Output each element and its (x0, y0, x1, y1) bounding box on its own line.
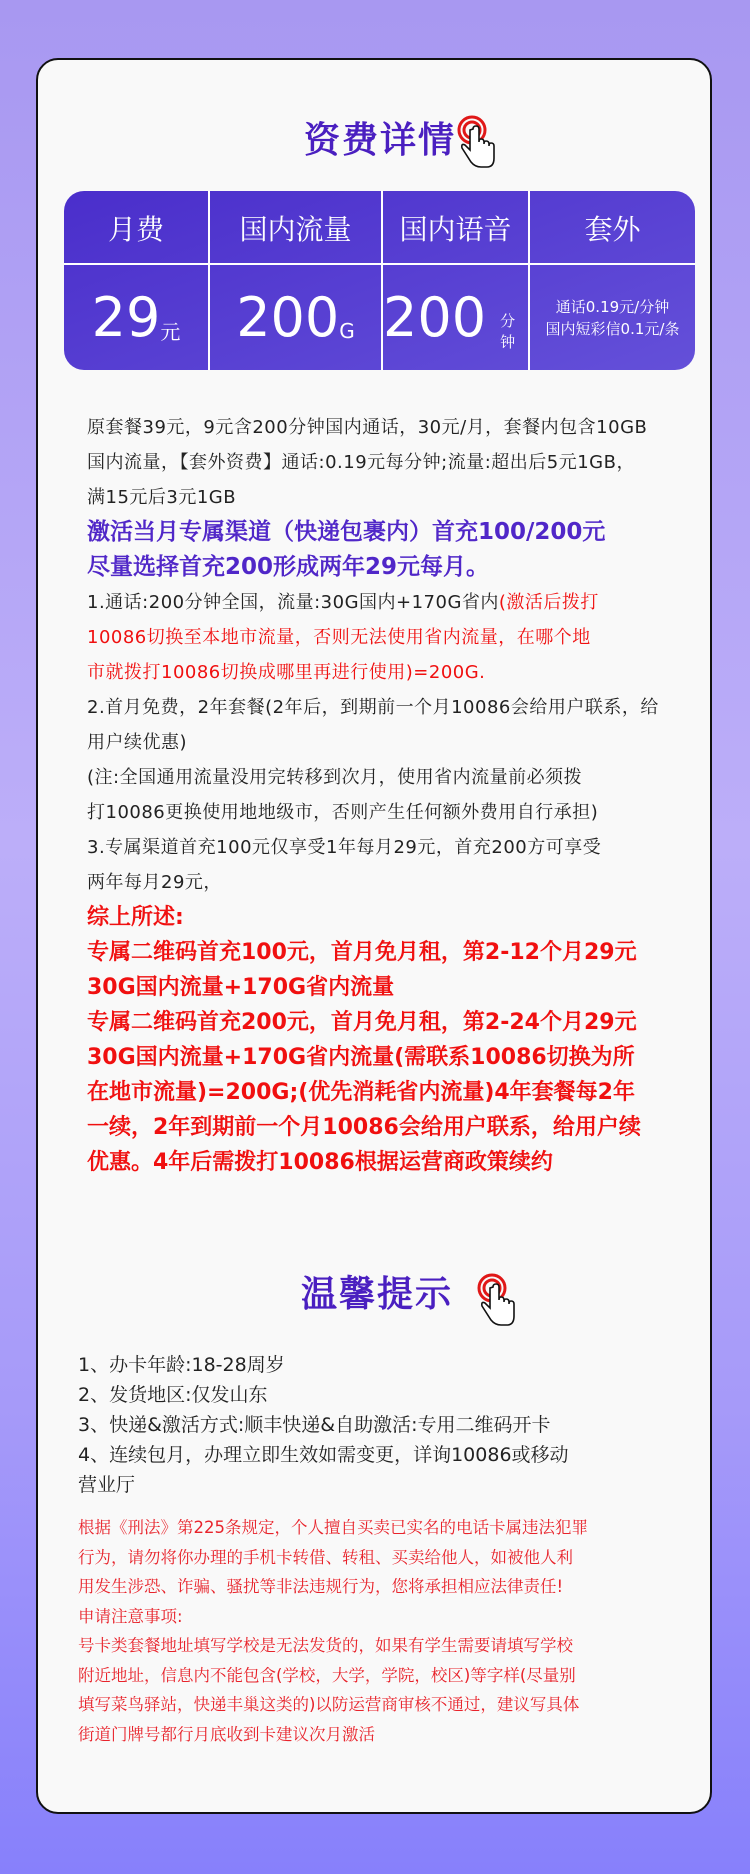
tip-item: 4、连续包月，办理立即生效如需变更，详询10086或移动 (78, 1444, 569, 1466)
plan-card (36, 58, 712, 1814)
text-line: 国内流量，【套外资费】通话:0.19元每分钟;流量:超出后5元1GB， (87, 452, 635, 473)
fee-table (64, 191, 695, 370)
summary-heading: 综上所述: (87, 905, 184, 930)
text-line: 2.首月免费，2年套餐(2年后，到期前一个月10086会给用户联系，给 (87, 697, 659, 718)
text-line: 申请注意事项: (78, 1606, 183, 1626)
text-line: 优惠。4年后需拨打10086根据运营商政策续约 (87, 1150, 553, 1175)
text-line: 市就拨打10086切换成哪里再进行使用)=200G. (87, 662, 486, 683)
text-line: 国内短彩信0.1元/条 (545, 319, 680, 338)
text-line: G (339, 318, 355, 343)
text-line: 号卡类套餐地址填写学校是无法发货的，如果有学生需要请填写学校 (78, 1636, 573, 1655)
text-line: 根据《刑法》第225条规定，个人擅自买卖已实名的电话卡属违法犯罪 (78, 1518, 588, 1537)
fee-details-title: 资费详情 (304, 120, 457, 161)
text-line: 两年每月29元， (87, 872, 222, 893)
tip-item: 1、办卡年龄:18-28周岁 (78, 1354, 285, 1376)
text-line: 专属二维码首充100元，首月免月租，第2-12个月29元 (87, 940, 637, 965)
header-domestic-data: 国内流量 (239, 212, 352, 246)
text-line: 用户续优惠) (87, 732, 188, 753)
text-line: 分钟 (500, 311, 516, 351)
text-line: 200 (383, 286, 487, 349)
text-line: 30G国内流量+170G省内流量(需联系10086切换为所 (87, 1045, 635, 1070)
tip-item: 3、快递&激活方式:顺丰快递&自助激活:专用二维码开卡 (78, 1414, 551, 1436)
text-line: 通话0.19元/分钟 (555, 297, 670, 316)
text-line: (注:全国通用流量没用完转移到次月，使用省内流量前必须拨 (87, 767, 583, 788)
text-line: (激活后拨打 (498, 592, 599, 613)
legal-notes (78, 1513, 588, 1749)
header-domestic-voice: 国内语音 (399, 212, 512, 246)
domestic-data-value (210, 265, 381, 370)
domestic-voice-value (383, 265, 528, 370)
text-line: 元 (160, 320, 181, 344)
text-line: 3.专属渠道首充100元仅享受1年每月29元，首充200方可享受 (87, 837, 602, 858)
text-line: 29 (91, 286, 161, 349)
text-line: 附近地址，信息内不能包含(学校，大学，学院，校区)等字样(尽量别 (78, 1665, 576, 1685)
highlight-line: 尽量选择首充200形成两年29元每月。 (87, 554, 490, 580)
text-line: 30G国内流量+170G省内流量 (87, 975, 395, 1000)
plan-description (87, 410, 707, 1180)
text-line: 200 (236, 286, 340, 349)
tip-item: 营业厅 (78, 1474, 136, 1496)
monthly-fee-value (64, 265, 208, 370)
text-line: 1.通话:200分钟全国，流量:30G国内+170G省内 (87, 592, 499, 613)
text-line: 10086切换至本地市流量，否则无法使用省内流量，在哪个地 (87, 627, 591, 648)
text-line: 填写菜鸟驿站，快递丰巢这类的)以防运营商审核不通过，建议写具体 (78, 1695, 580, 1714)
text-line: 在地市流量)=200G;(优先消耗省内流量)4年套餐每2年 (87, 1080, 635, 1105)
text-line: 用发生涉恐、诈骗、骚扰等非法违规行为，您将承担相应法律责任! (78, 1577, 564, 1596)
header-extra: 套外 (584, 212, 641, 246)
text-line: 行为，请勿将你办理的手机卡转借、转租、买卖给他人，如被他人利 (78, 1547, 573, 1567)
text-line: 原套餐39元，9元含200分钟国内通话，30元/月，套餐内包含10GB (87, 417, 648, 438)
extra-fees (530, 265, 695, 370)
text-line: 街道门牌号都行月底收到卡建议次月激活 (78, 1724, 375, 1744)
hand-pointer-icon (476, 1272, 518, 1330)
highlight-line: 激活当月专属渠道（快递包裹内）首充100/200元 (87, 519, 606, 545)
tip-item: 2、发货地区:仅发山东 (78, 1384, 268, 1406)
tips-list (78, 1350, 569, 1500)
text-line: 打10086更换使用地地级市，否则产生任何额外费用自行承担) (87, 802, 599, 823)
text-line: 专属二维码首充200元，首月免月租，第2-24个月29元 (87, 1010, 637, 1035)
tips-title: 温馨提示 (301, 1274, 454, 1315)
text-line: 满15元后3元1GB (87, 487, 237, 508)
text-line: 一续，2年到期前一个月10086会给用户联系，给用户续 (87, 1115, 641, 1140)
header-monthly-fee: 月费 (107, 212, 164, 246)
hand-pointer-icon (456, 114, 498, 172)
